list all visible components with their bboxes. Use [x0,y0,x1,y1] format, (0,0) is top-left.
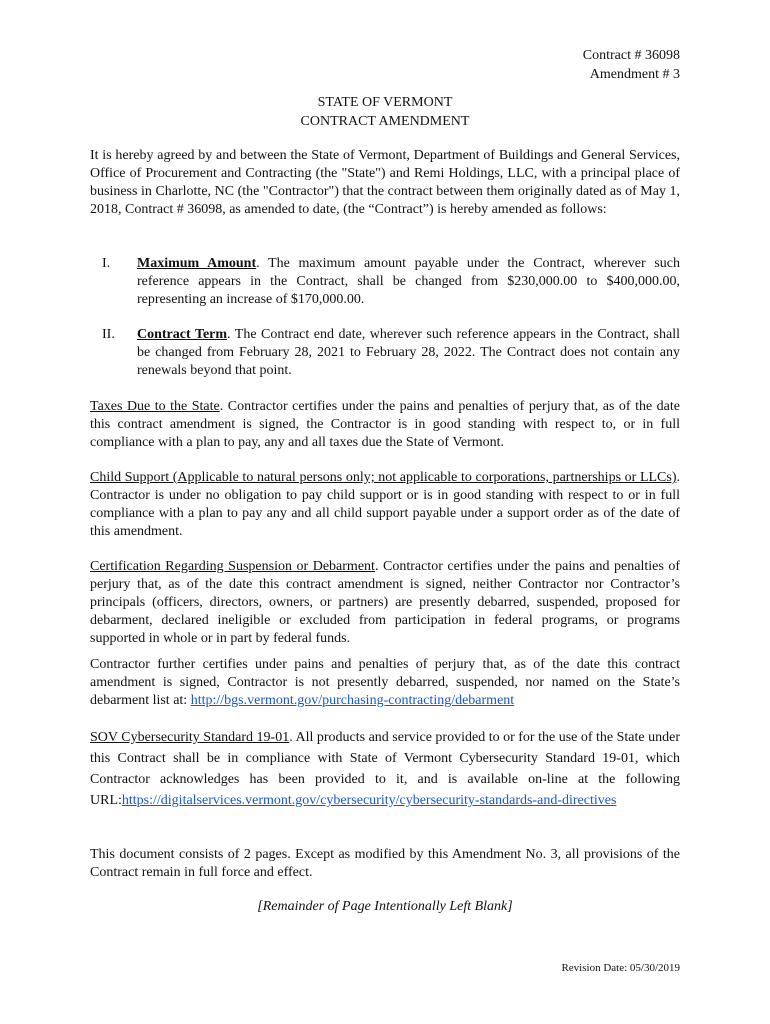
contract-number: Contract # 36098 [582,48,680,63]
child-support-text: . Contractor is under no obligation to pay child support or is in good standing with respect to or in full compliance with a plan to pay any and all child support payable under a support order as of the date of this amendment. [90,470,680,539]
item-number: II. [102,327,115,342]
child-support-paragraph [90,469,680,541]
debarment-list-link[interactable]: http://bgs.vermont.gov/purchasing-contracting/debarment [190,693,515,708]
contract-header [583,46,680,84]
taxes-paragraph [90,398,680,452]
further-certification-paragraph [90,656,680,710]
child-support-heading: Child Support (Applicable to natural persons only; not applicable to corporations, partnerships or LLCs) [90,470,677,485]
intro-paragraph: It is hereby agreed by and between the State of Vermont, Department of Buildings and General Services, Office of Procurement and Contracting (the "State") and Remi Holdings, LLC, with a principal place of business in Charlotte, NC (the "Contractor") that the contract between them originally dated as of May 1, 2018, Contract # 36098, as amended to date, (the “Contract”) is hereby amended as follows: [90,148,680,217]
cybersecurity-standards-link[interactable]: https://digitalservices.vermont.gov/cybersecurity/cybersecurity-standards-and-directives [121,793,617,808]
item-heading: Maximum Amount [137,256,257,271]
item-heading: Contract Term [137,327,228,342]
revision-date: Revision Date: 05/30/2019 [561,962,680,974]
item-number: I. [102,256,111,271]
title-line-1: STATE OF VERMONT [317,95,453,110]
item-text [137,255,680,309]
item-text [137,326,680,380]
cybersecurity-paragraph [90,727,680,811]
item-body: . The maximum amount payable under the Contract, wherever such reference appears in the Contract, shall be changed from $230,000.00 to $400,000.00, representing an increase of $170,000.00. [137,256,681,307]
item-body: . The Contract end date, wherever such reference appears in the Contract, shall be changed from February 28, 2021 to February 28, 2022. The Contract does not contain any renewals beyond that point. [137,327,680,378]
debarment-heading: Certification Regarding Suspension or Debarment [90,559,375,574]
debarment-text: . Contractor certifies under the pains and penalties of perjury that, as of the date this contract amendment is signed, neither Contractor nor Contractor’s principals (officers, directors, owners, or partners) are presently debarred, suspended, proposed for debarment, declared ineligible or excluded from participation in federal programs, or programs supported in whole or in part by federal funds. [90,559,680,646]
cybersecurity-text: . All products and service provided to or for the use of the State under this Contract shall be in compliance with State of Vermont Cybersecurity Standard 19-01, which Contractor acknowledges has been provided to it, and is available on-line at the following URL: [90,730,681,808]
taxes-heading: Taxes Due to the State [90,399,220,414]
remainder-blank-note: [Remainder of Page Intentionally Left Blank] [257,899,513,914]
further-text: Contractor further certifies under pains and penalties of perjury that, as of the date this contract amendment is signed, Contractor is not presently debarred, suspended, nor named on the State’s debarment list at: [90,657,680,708]
debarment-paragraph [90,558,680,648]
title-line-2: CONTRACT AMENDMENT [300,114,470,129]
closing-paragraph: This document consists of 2 pages. Except as modified by this Amendment No. 3, all provisions of the Contract remain in full force and effect. [90,847,680,880]
document-title [0,93,770,131]
taxes-text: . Contractor certifies under the pains and penalties of perjury that, as of the date this contract amendment is signed, the Contractor is in good standing with respect to, or in full compliance with a plan to pay, any and all taxes due the State of Vermont. [90,399,680,450]
cybersecurity-heading: SOV Cybersecurity Standard 19-01 [90,730,290,745]
amendment-number: Amendment # 3 [589,67,680,82]
